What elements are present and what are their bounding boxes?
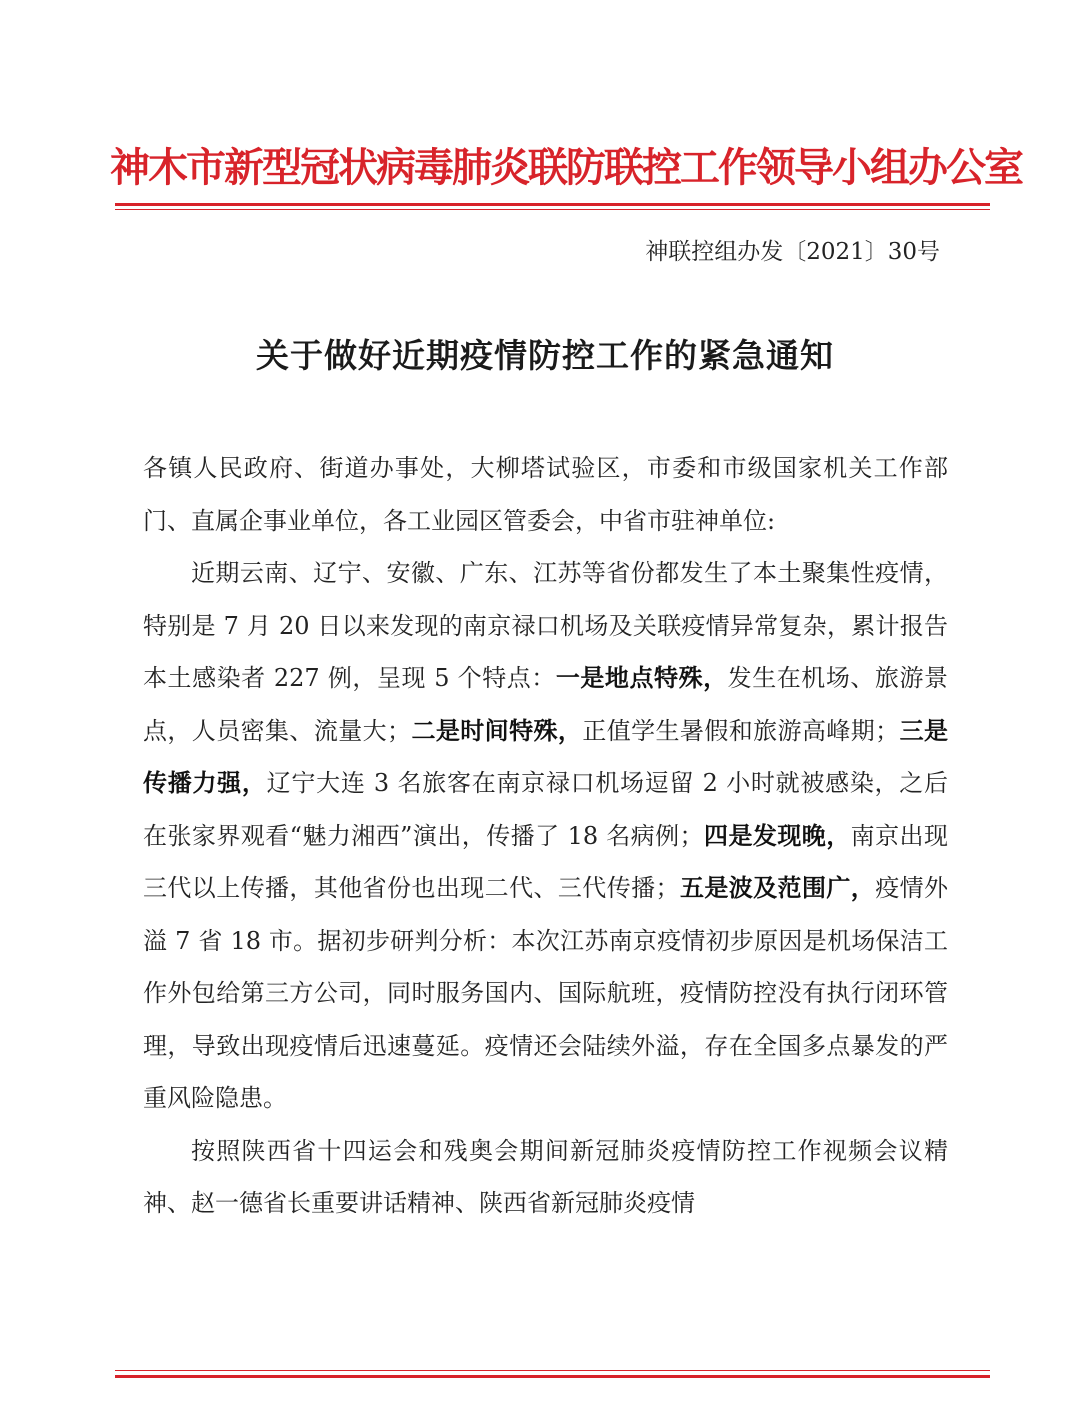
- footer-rule-thin: [115, 1370, 990, 1371]
- document-body: [143, 442, 948, 1230]
- key-point-3: 三是传播力强，: [143, 715, 948, 797]
- directive-paragraph: 按照陕西省十四运会和残奥会期间新冠肺炎疫情防控工作视频会议精神、赵一德省长重要讲话精神、陕西省新冠肺炎疫情: [143, 1136, 948, 1217]
- key-point-1: 一是地点特殊，: [555, 663, 728, 692]
- key-point-2-text: 正值学生暑假和旅游高峰期；: [582, 716, 900, 745]
- situation-paragraph: [143, 547, 948, 1125]
- key-point-4: 四是发现晚，: [703, 820, 851, 850]
- document-number: 神联控组办发〔2021〕30号: [645, 239, 940, 265]
- key-point-4-text: 南京出现三代以上传播，其他省份也出现二代、三代传播；: [143, 821, 949, 902]
- recipients-paragraph: 各镇人民政府、街道办事处，大柳塔试验区，市委和市级国家机关工作部门、直属企事业单位，各工业园区管委会，中省市驻神单位:: [143, 454, 948, 535]
- key-point-1-text: 发生在机场、旅游景点，人员密集、流量大；: [143, 664, 949, 745]
- footer-rule-thick: [115, 1375, 990, 1378]
- key-point-3-text: 辽宁大连 3 名旅客在南京禄口机场逗留 2 小时就被感染，之后在张家界观看“魅力湘西”演出，传播了 18 名病例；: [143, 769, 949, 850]
- issuing-organization-header: 神木市新型冠状病毒肺炎联防联控工作领导小组办公室: [110, 145, 1022, 191]
- key-point-5-text: 疫情外溢 7 省 18 市。据初步研判分析：本次江苏南京疫情初步原因是机场保洁工作外包给第三方公司，同时服务国内、国际航班，疫情防控没有执行闭环管理，导致出现疫情后迅速蔓延。疫情还会陆续外溢，存在全国多点暴发的严重风险隐患。: [143, 874, 948, 1112]
- header-rule-thin: [115, 209, 990, 210]
- key-point-5: 五是波及范围广，: [679, 873, 876, 902]
- key-point-2: 二是时间特殊，: [411, 715, 583, 745]
- situation-intro: 近期云南、辽宁、安徽、广东、江苏等省份都发生了本土聚集性疫情，特别是 7 月 20 日以来发现的南京禄口机场及关联疫情异常复杂，累计报告本土感染者 227 例，呈现 5 个特点：: [143, 559, 948, 692]
- header-rule-thick: [115, 203, 990, 206]
- document-title: 关于做好近期疫情防控工作的紧急通知: [256, 336, 834, 375]
